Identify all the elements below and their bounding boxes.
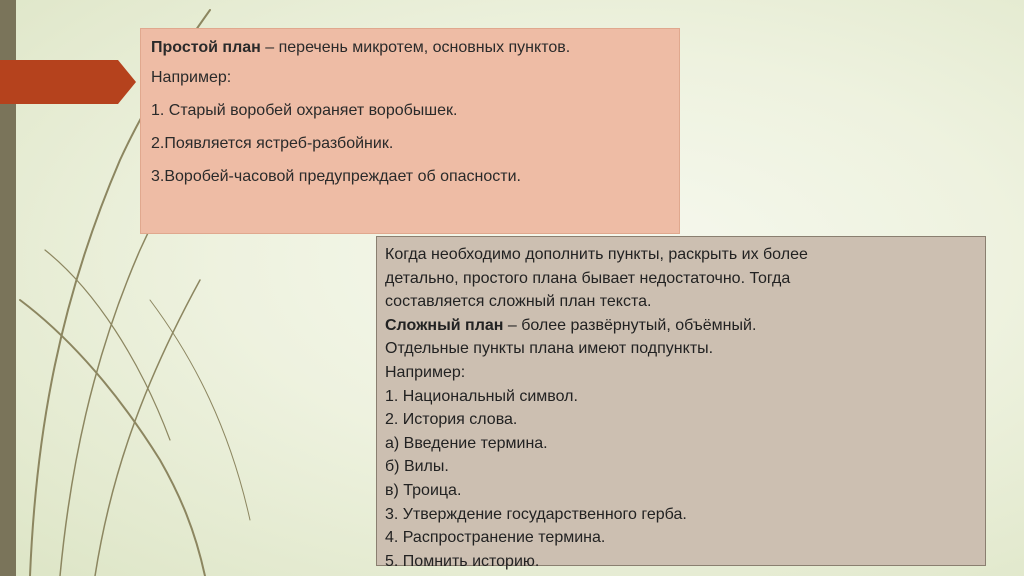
complex-plan-item: 5. Помнить историю.: [385, 552, 540, 570]
complex-plan-item: 2. История слова.: [385, 411, 518, 429]
complex-plan-item: 3. Утверждение государственного герба.: [385, 505, 687, 523]
complex-plan-example-label: Например:: [385, 363, 466, 381]
complex-plan-definition: [385, 314, 977, 338]
complex-plan-item: а) Введение термина.: [385, 434, 548, 452]
complex-plan-intro-line: Когда необходимо дополнить пункты, раскрыть их более: [385, 246, 808, 263]
simple-plan-box: [140, 28, 680, 234]
simple-plan-definition-text: – перечень микротем, основных пунктов.: [260, 39, 571, 56]
simple-plan-example-label: Например:: [151, 69, 232, 86]
simple-plan-term: Простой план: [151, 39, 261, 56]
complex-plan-term: Сложный план: [385, 316, 504, 334]
complex-plan-box: [376, 236, 986, 570]
simple-plan-item: 2.Появляется ястреб-разбойник.: [151, 135, 394, 152]
arrow-ribbon-icon: [0, 60, 136, 104]
complex-plan-item: в) Троица.: [385, 481, 462, 499]
simple-plan-definition: [151, 37, 669, 58]
complex-plan-intro-line: детально, простого плана бывает недостаточно. Тогда: [385, 269, 791, 287]
complex-plan-subpoints-line: Отдельные пункты плана имеют подпункты.: [385, 340, 714, 358]
complex-plan-item: 1. Национальный символ.: [385, 387, 578, 405]
complex-plan-definition-text: – более развёрнутый, объёмный.: [503, 316, 757, 334]
complex-plan-item: 4. Распространение термина.: [385, 529, 606, 547]
simple-plan-item: 1. Старый воробей охраняет воробышек.: [151, 102, 458, 119]
complex-plan-item: б) Вилы.: [385, 458, 449, 476]
complex-plan-intro-line: составляется сложный план текста.: [385, 293, 652, 311]
simple-plan-item: 3.Воробей-часовой предупреждает об опасности.: [151, 168, 521, 185]
